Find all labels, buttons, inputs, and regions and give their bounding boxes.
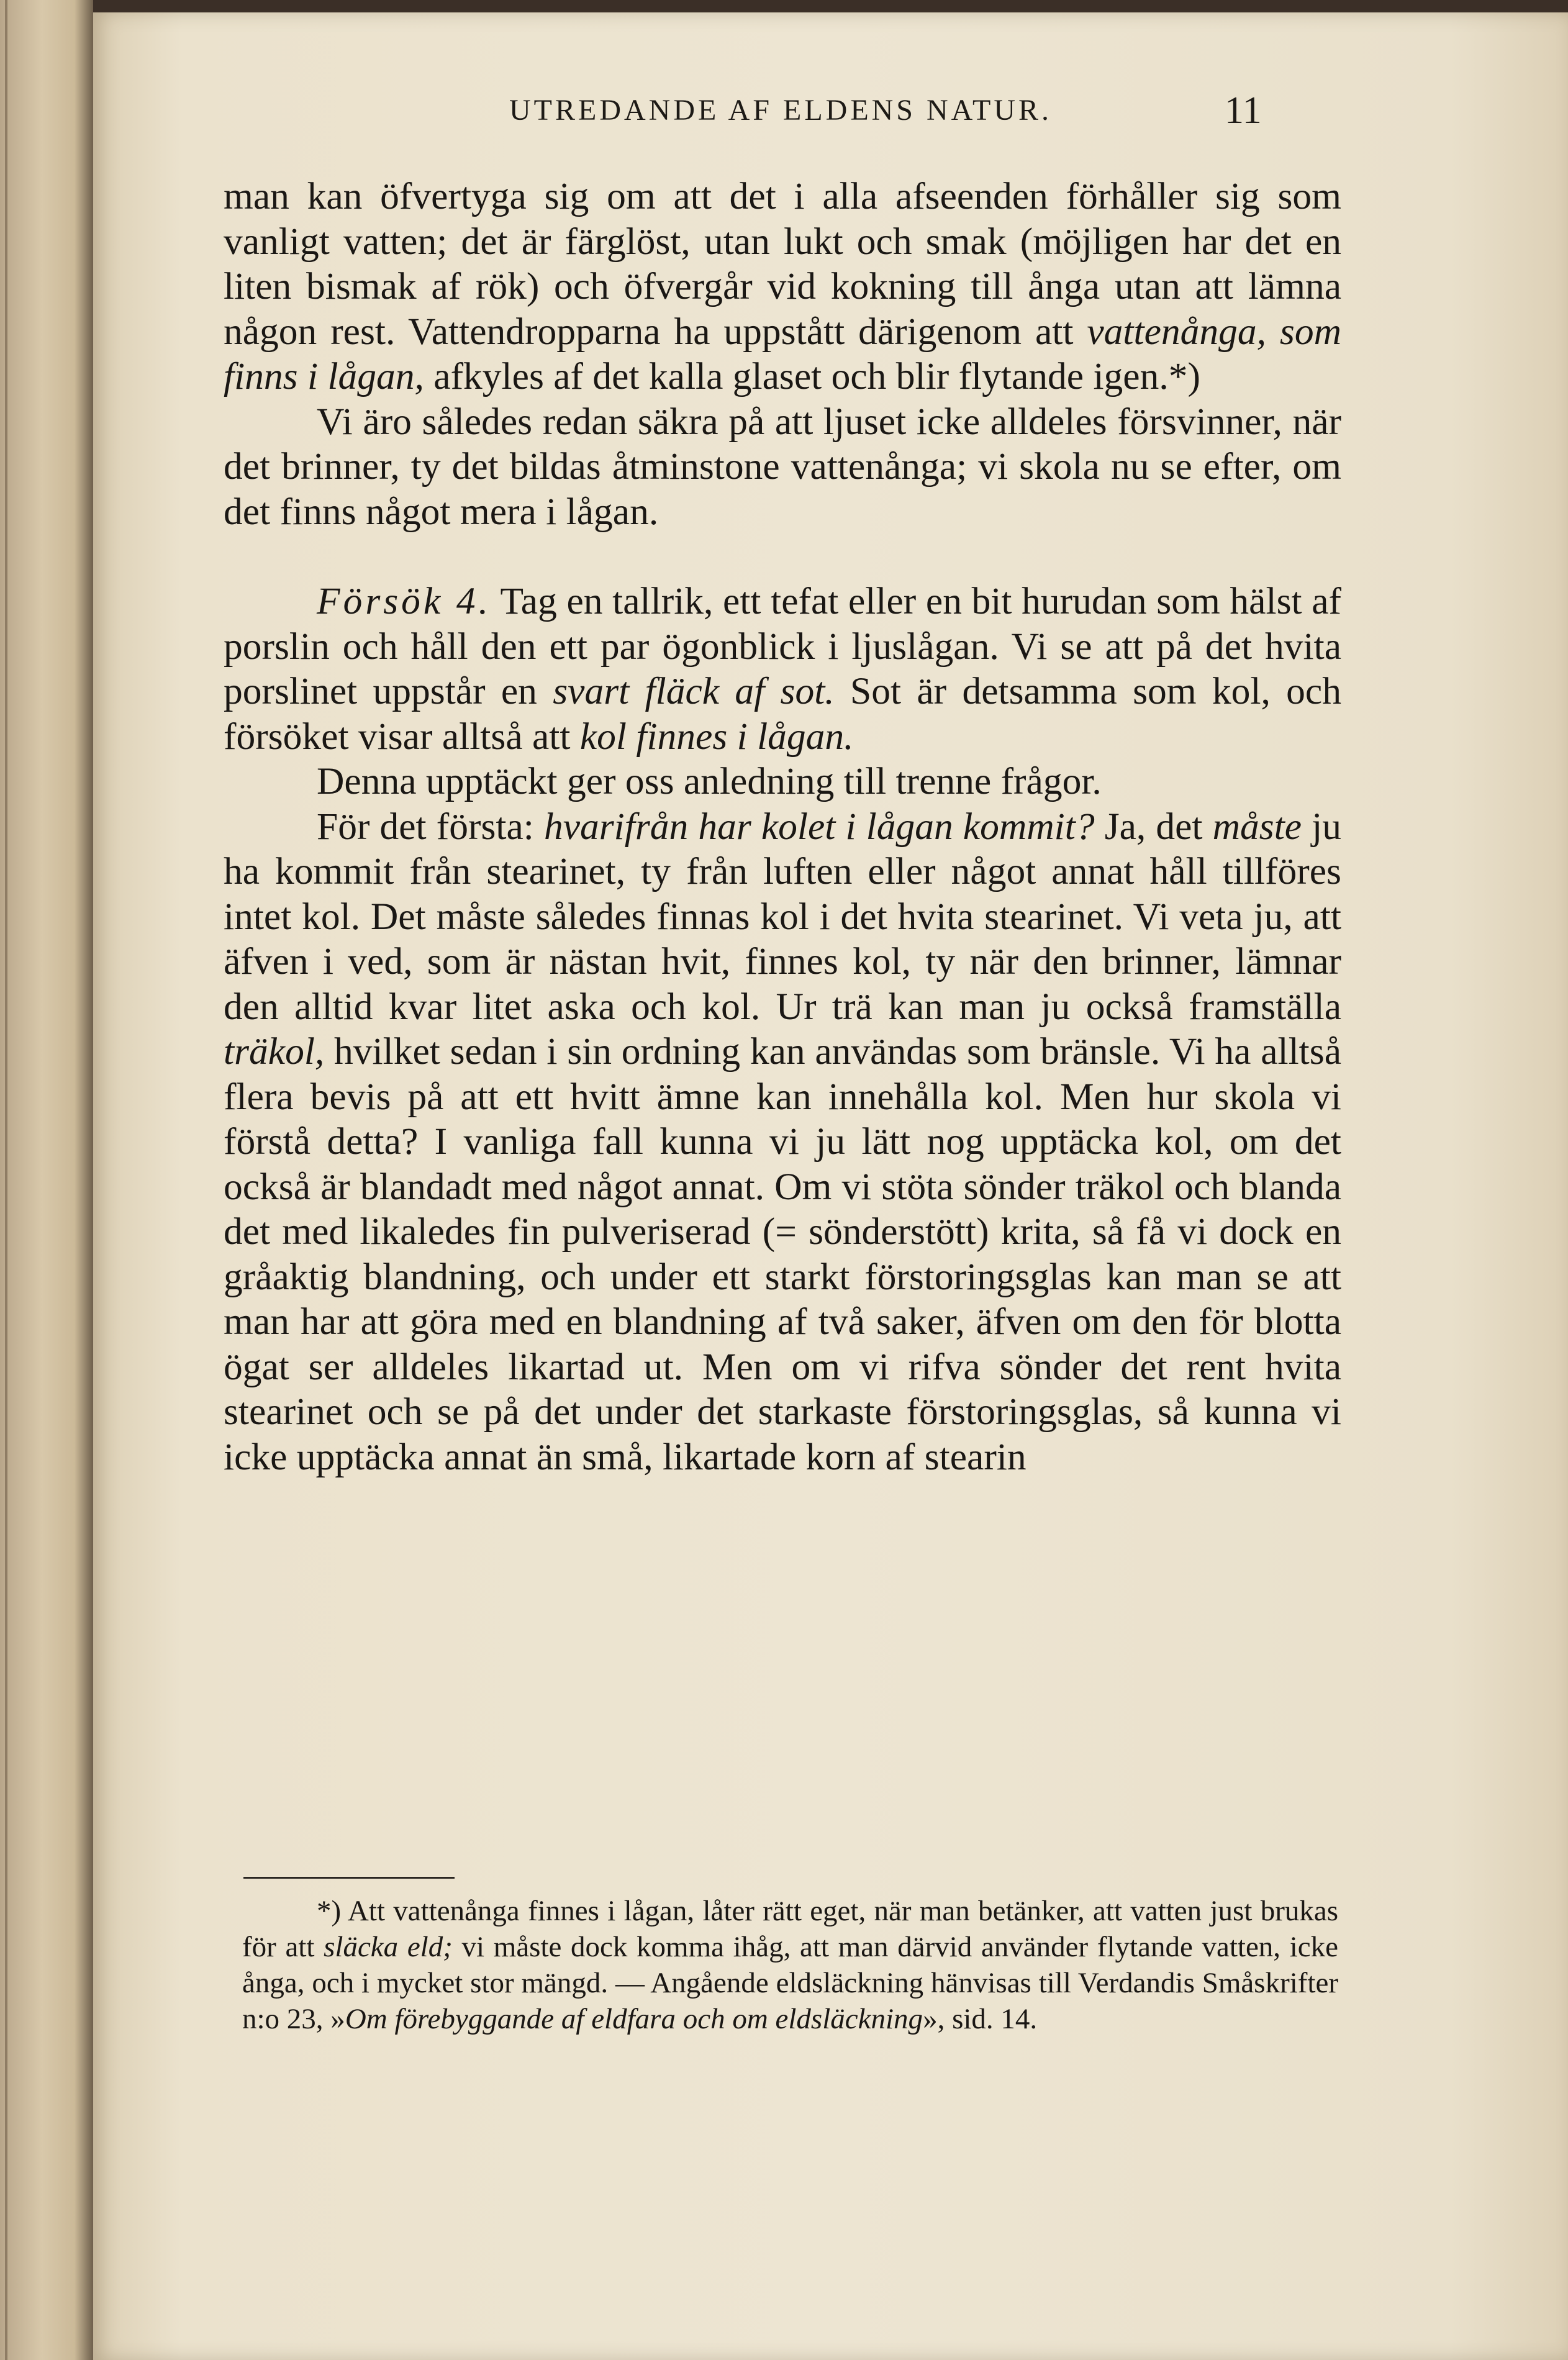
paragraph-3 bbox=[224, 579, 1341, 759]
p3-italic-2: kol finnes i lågan. bbox=[579, 715, 854, 758]
paragraph-2: Vi äro således redan säkra på att ljuset icke alldeles försvinner, när det brinner, ty det bildas åtminstone vattenånga; vi skola nu se efter, om det finns något mera i lågan. bbox=[224, 400, 1341, 533]
p5-italic-1: hvarifrån har kolet i lågan kommit? bbox=[543, 805, 1095, 848]
p1-text-a: man kan öfvertyga sig om att det i alla afseenden förhåller sig som vanligt vatten; det är färglöst, utan lukt och smak (möjligen har det en liten bismak af rök) och öfvergår vid kokning till ånga utan att lämna någon rest. Vattendropparna ha uppstått därigenom att bbox=[224, 175, 1341, 353]
p1-text-b: afkyles af det kalla glaset och blir flytande igen.*) bbox=[424, 355, 1200, 397]
footnote-italic-2: Om förebyggande af eldfara och om eldsläckning bbox=[345, 2003, 923, 2035]
page-number: 11 bbox=[1225, 89, 1262, 132]
p5-text-d: hvilket sedan i sin ordning kan användas som bränsle. Vi ha alltså flera bevis på att ett hvitt ämne kan innehålla kol. Men hur skola vi förstå detta? I vanliga fall kunna vi ju lätt nog upptäcka kol, om det också är blandadt med något annat. Om vi stöta sönder träkol och blanda det med likaledes fin pulveriserad (= sönderstött) krita, så få vi dock en gråaktig blandning, och under ett starkt förstoringsglas kan man se att man har att göra med en blandning af två saker, äfven om den för blotta ögat ser alldeles likartad ut. Men om vi rifva sönder det rent hvita stearinet och se på det under det starkaste förstoringsglas, så kunna vi icke upptäcka annat än små, likartade korn af stearin bbox=[224, 1030, 1341, 1478]
footnote-text-a: *) Att vattenånga finnes i lågan, låter rätt eget, när man betänker, att vatten just brukas för att bbox=[242, 1895, 1338, 1963]
footnote-text-b: vi måste dock komma ihåg, att man därvid använder flytande vatten, icke ånga, och i mycket stor mängd. — Angående eldsläckning hänvisas till Verdandis Småskrifter n:o 23, » bbox=[242, 1931, 1338, 2035]
p5-italic-3: träkol, bbox=[224, 1030, 325, 1073]
footnote-italic-1: släcka eld; bbox=[324, 1931, 453, 1963]
top-shadow-band bbox=[0, 0, 1568, 12]
p5-text-c: ju ha kommit från stearinet, ty från luften eller något annat håll tillföres intet kol. Det måste således finnas kol i det hvita stearinet. Vi veta ju, att äfven i ved, som är nästan hvit, finnes kol, ty när den brinner, lämnar den alltid kvar litet aska och kol. Ur trä kan man ju också framställa bbox=[224, 805, 1341, 1028]
footnote-paragraph bbox=[242, 1893, 1338, 2037]
p5-italic-2: måste bbox=[1212, 805, 1302, 848]
book-spine-gutter bbox=[0, 0, 93, 2360]
body-text bbox=[224, 174, 1341, 1479]
p1-italic: vattenånga, som finns i lågan, bbox=[224, 310, 1341, 397]
spine-edge bbox=[5, 0, 7, 2360]
footnote-rule bbox=[243, 1877, 455, 1879]
p5-text-b: Ja, det bbox=[1094, 805, 1213, 848]
running-title: UTREDANDE AF ELDENS NATUR. bbox=[509, 94, 1052, 127]
p3-italic-1: svart fläck af sot. bbox=[553, 670, 835, 712]
footnote bbox=[242, 1893, 1338, 2037]
paragraph-4: Denna upptäckt ger oss anledning till trenne frågor. bbox=[317, 760, 1102, 802]
experiment-label: Försök 4. bbox=[317, 580, 491, 622]
footnote-text-c: », sid. 14. bbox=[923, 2003, 1038, 2035]
paragraph-1 bbox=[224, 174, 1341, 399]
p3-text-b: Sot är detsamma som kol, och försöket visar alltså att bbox=[224, 670, 1341, 758]
paragraph-5 bbox=[224, 804, 1341, 1480]
p3-text-a: Tag en tallrik, ett tefat eller en bit hurudan som hälst af porslin och håll den ett par ögonblick i ljuslågan. Vi se att på det hvita porslinet uppstår en bbox=[224, 580, 1341, 712]
p5-text-a: För det första: bbox=[317, 805, 544, 848]
